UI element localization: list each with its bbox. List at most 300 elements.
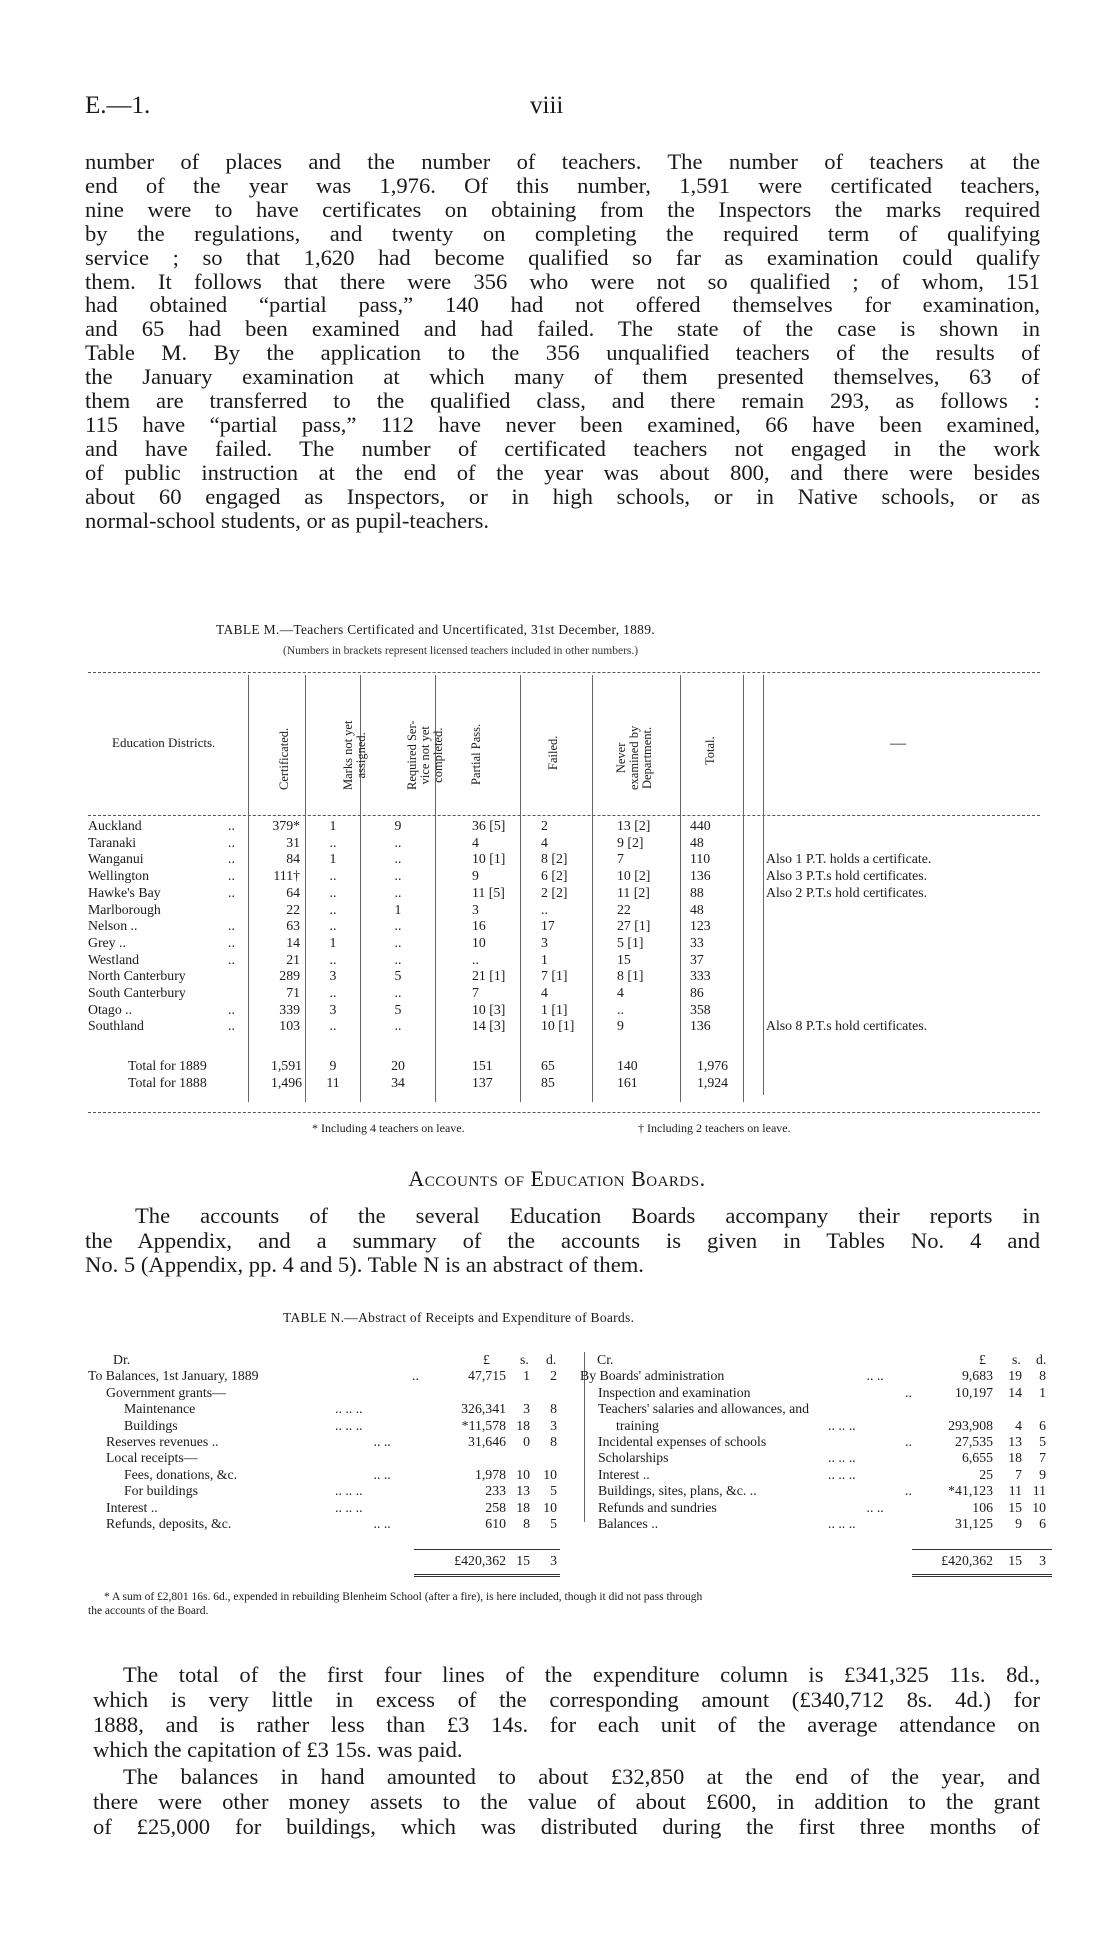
header-required-service-line: Required Ser-	[405, 720, 419, 790]
certificated-value: 84	[286, 851, 300, 867]
never-examined-value: 9	[617, 1018, 624, 1034]
header-required-service	[406, 720, 445, 790]
cr-shillings-value: 7	[1015, 1466, 1022, 1482]
total-partial: 137	[472, 1075, 493, 1090]
dr-shillings-value: 10	[516, 1466, 530, 1482]
district-name: Hawke's Bay	[88, 884, 161, 900]
total-value: 110	[690, 851, 711, 867]
partial-pass-value: ..	[472, 951, 479, 967]
paragraph-line: number of places and the number of teachers. The number of teachers at the	[85, 149, 1040, 174]
dr-total-rule	[414, 1549, 560, 1550]
cr-pounds-value: 25	[979, 1466, 993, 1482]
header-partial-pass	[470, 724, 483, 785]
cr-total-pence: 3	[1039, 1552, 1046, 1568]
required-value: 5	[394, 1001, 402, 1017]
header-certificated	[278, 728, 291, 790]
never-examined-value: 7	[617, 851, 624, 867]
district-name: Marlborough	[88, 901, 161, 917]
intro-paragraph	[85, 150, 1040, 533]
dr-row-label: Reserves revenues ..	[106, 1434, 219, 1449]
total-value: 48	[690, 834, 704, 850]
certificated-value: 289	[279, 968, 300, 984]
cr-shillings-value: 15	[1008, 1499, 1022, 1515]
paragraph-line: them are transferred to the qualified class, and there remain 293, as follows :	[85, 388, 1040, 414]
failed-value: 10 [1]	[541, 1018, 575, 1034]
failed-value: 8 [2]	[541, 851, 568, 867]
dr-pounds-value: *11,578	[461, 1417, 506, 1433]
paragraph-line: had obtained “partial pass,” 140 had not offered themselves for examination,	[85, 292, 1040, 318]
district-name: Westland	[88, 951, 139, 967]
cr-shillings-value: 11	[1008, 1483, 1022, 1499]
partial-pass-value: 11 [5]	[472, 884, 505, 900]
cr-leader-dots: ..	[905, 1434, 912, 1449]
header-total-line: Total.	[703, 736, 717, 765]
dr-row-label: Refunds, deposits, &c.	[106, 1516, 232, 1531]
table-m-subcaption: (Numbers in brackets represent licensed teachers included in other numbers.)	[283, 645, 639, 657]
dr-pence-value: 8	[550, 1434, 557, 1449]
table-m-caption: TABLE M.—Teachers Certificated and Uncertificated, 31st December, 1889.	[216, 622, 655, 637]
certificated-value: 31	[286, 834, 300, 850]
failed-value: 6 [2]	[541, 868, 568, 884]
cr-row-label: Scholarships	[598, 1450, 669, 1466]
partial-pass-value: 7	[472, 985, 479, 1000]
dr-leader-dots: .. ..	[373, 1434, 391, 1449]
dr-pence-value: 3	[550, 1417, 557, 1433]
total-total: 1,976	[697, 1058, 729, 1073]
total-failed: 85	[541, 1075, 555, 1090]
total-value: 136	[690, 1018, 711, 1034]
cr-shillings-value: 13	[1008, 1434, 1022, 1449]
total-marks: 9	[329, 1058, 337, 1073]
table-rule	[88, 672, 1040, 673]
header-never-examined-line: Never	[614, 742, 628, 774]
failed-value: 4	[541, 985, 548, 1000]
cr-leader-dots: .. .. ..	[828, 1466, 856, 1482]
header-education-districts: Education Districts.	[112, 735, 216, 750]
cr-pence-value: 11	[1032, 1483, 1046, 1499]
cr-pounds-value: 9,683	[961, 1368, 993, 1384]
required-value: ..	[394, 918, 402, 934]
required-value: ..	[394, 1018, 402, 1034]
paragraph-line: Table M. By the application to the 356 unqualified teachers of the results of	[85, 340, 1040, 366]
district-name: Auckland	[88, 818, 142, 833]
total-required: 34	[391, 1075, 405, 1090]
dr-pence-value: 5	[550, 1516, 557, 1531]
table-n-footnote-line: the accounts of the Board.	[88, 1605, 209, 1617]
cr-row-label: training	[616, 1417, 659, 1433]
district-name: North Canterbury	[88, 968, 186, 984]
table-rule	[88, 1112, 1040, 1113]
cr-leader-dots: .. ..	[866, 1499, 884, 1515]
cr-pounds-value: 293,908	[948, 1417, 993, 1433]
marks-value: ..	[329, 884, 337, 900]
district-name: Otago ..	[88, 1001, 133, 1017]
cr-row-label: Buildings, sites, plans, &c. ..	[598, 1483, 757, 1499]
header-partial-pass-line: Partial Pass.	[469, 723, 483, 785]
failed-value: 17	[541, 918, 555, 934]
partial-pass-value: 21 [1]	[472, 968, 506, 984]
certificated-value: 103	[279, 1018, 300, 1034]
dr-shillings-value: 3	[523, 1401, 530, 1417]
paragraph-line: by the regulations, and twenty on completing the required term of qualifying	[85, 220, 1040, 246]
partial-pass-value: 10 [3]	[472, 1001, 506, 1017]
required-value: ..	[394, 934, 402, 950]
district-name: Wanganui	[88, 851, 144, 867]
footnote-star: * Including 4 teachers on leave.	[312, 1121, 465, 1135]
dr-shillings-value: 1	[523, 1368, 530, 1384]
leader-dots: ..	[228, 951, 235, 967]
header-required-service-line: vice not yet	[418, 726, 432, 785]
cr-pounds-value: 27,535	[955, 1434, 993, 1449]
total-never: 140	[617, 1058, 638, 1073]
dr-row-label: Fees, donations, &c.	[124, 1466, 238, 1482]
paragraph-line: them. It follows that there were 356 who were not so qualified ; of whom, 151	[85, 268, 1040, 294]
cr-pence-value: 6	[1039, 1516, 1046, 1531]
paragraph-line: 115 have “partial pass,” 112 have never been examined, 66 have been examined,	[85, 411, 1040, 437]
required-value: ..	[394, 868, 402, 884]
dr-pounds-value: 1,978	[474, 1466, 506, 1482]
partial-pass-value: 36 [5]	[472, 818, 506, 833]
header-never-examined-line: Department.	[640, 726, 654, 789]
dr-row-label: Local receipts—	[106, 1450, 198, 1466]
dr-leader-dots: ..	[412, 1368, 419, 1384]
dr-pounds-value: 31,646	[468, 1434, 506, 1449]
table-rule	[88, 815, 1040, 816]
accounts-section-title: Accounts of Education Boards.	[408, 1166, 706, 1191]
dr-pence-value: 10	[543, 1466, 557, 1482]
certificated-value: 379*	[272, 818, 300, 833]
paragraph-line: about 60 engaged as Inspectors, or in high schools, or in Native schools, or as	[85, 483, 1040, 509]
paragraph-line: which the capitation of £3 15s. was paid.	[93, 1737, 463, 1762]
total-value: 48	[690, 901, 704, 917]
paragraph-line: end of the year was 1,976. Of this number, 1,591 were certificated teachers,	[85, 172, 1040, 198]
marks-value: ..	[329, 1018, 337, 1034]
required-value: ..	[394, 851, 402, 867]
dr-row-label: For buildings	[124, 1483, 198, 1499]
never-examined-value: ..	[617, 1001, 624, 1017]
total-value: 33	[690, 934, 704, 950]
leader-dots: ..	[228, 918, 235, 934]
never-examined-value: 5 [1]	[617, 934, 644, 950]
paragraph-line: of £25,000 for buildings, which was distributed during the first three months of	[93, 1814, 1040, 1839]
column-divider	[520, 675, 521, 1102]
dr-shillings-value: 8	[523, 1516, 530, 1531]
required-value: 9	[394, 818, 402, 833]
dr-row-label: Maintenance	[124, 1401, 196, 1417]
certificated-value: 111†	[273, 868, 300, 884]
header-failed	[547, 736, 560, 770]
dr-pounds-value: 258	[485, 1499, 506, 1515]
header-marks-not-assigned	[342, 721, 368, 790]
dr-leader-dots: .. ..	[373, 1466, 391, 1482]
district-name: Grey ..	[88, 934, 126, 950]
cr-leader-dots: .. .. ..	[828, 1450, 856, 1466]
column-divider	[592, 675, 593, 1102]
dr-row-label: To Balances, 1st January, 1889	[88, 1368, 259, 1384]
failed-value: 1	[541, 951, 548, 967]
required-value: 5	[394, 968, 402, 984]
footnote-dagger: † Including 2 teachers on leave.	[638, 1121, 791, 1135]
row-note: Also 3 P.T.s hold certificates.	[766, 868, 928, 884]
marks-value: 3	[329, 1001, 337, 1017]
marks-value: ..	[329, 918, 337, 934]
certificated-value: 339	[279, 1001, 300, 1017]
cr-pounds-value: *41,123	[948, 1483, 993, 1499]
never-examined-value: 8 [1]	[617, 968, 644, 984]
certificated-value: 63	[286, 918, 300, 934]
closing-paragraph-1	[93, 1662, 1040, 1762]
column-divider	[763, 675, 764, 1095]
failed-value: 2	[541, 818, 548, 833]
dr-leader-dots: .. .. ..	[335, 1499, 363, 1515]
header-never-examined-line: examined by	[627, 725, 641, 790]
partial-pass-value: 3	[472, 901, 479, 917]
failed-value: 4	[541, 834, 548, 850]
total-total: 1,924	[697, 1075, 729, 1090]
cr-row-label: Incidental expenses of schools	[598, 1434, 767, 1449]
district-name: Southland	[88, 1018, 144, 1034]
total-required: 20	[391, 1058, 405, 1073]
district-name: Nelson ..	[88, 918, 138, 934]
total-value: 358	[690, 1001, 711, 1017]
cr-pounds-value: 106	[972, 1499, 993, 1515]
total-value: 88	[690, 884, 704, 900]
header-total	[704, 736, 717, 765]
marks-value: ..	[329, 901, 337, 917]
total-row-label: Total for 1889	[128, 1058, 207, 1073]
total-marks: 11	[326, 1075, 340, 1090]
dr-row-label: Interest ..	[106, 1499, 158, 1515]
partial-pass-value: 4	[472, 834, 479, 850]
header-never-examined	[615, 726, 654, 790]
cr-shilling-heading: s.	[1012, 1352, 1021, 1367]
dr-row-label: Government grants—	[106, 1384, 226, 1400]
row-note: Also 2 P.T.s hold certificates.	[766, 884, 928, 900]
partial-pass-value: 9	[472, 868, 479, 884]
district-name: Wellington	[88, 868, 149, 884]
cr-pounds-value: 10,197	[955, 1384, 993, 1400]
paragraph-line: 1888, and is rather less than £3 14s. for each unit of the average attendance on	[93, 1712, 1040, 1737]
closing-paragraph-2	[93, 1764, 1040, 1839]
dr-total-double-rule	[414, 1574, 560, 1577]
never-examined-value: 13 [2]	[617, 818, 651, 833]
dr-shillings-value: 0	[523, 1434, 530, 1449]
total-value: 136	[690, 868, 711, 884]
dr-pence-value: 10	[543, 1499, 557, 1515]
certificated-value: 64	[286, 884, 300, 900]
paragraph-line: there were other money assets to the value of about £600, in addition to the grant	[93, 1789, 1040, 1814]
dr-heading: Dr.	[113, 1352, 131, 1367]
cr-pence-value: 6	[1039, 1417, 1046, 1433]
paragraph-line: the January examination at which many of them presented themselves, 63 of	[85, 364, 1040, 390]
paragraph-line: The total of the first four lines of the expenditure column is £341,325 11s. 8d.,	[123, 1662, 1040, 1687]
paragraph-line: the Appendix, and a summary of the accounts is given in Tables No. 4 and	[85, 1227, 1040, 1253]
dr-pence-value: 2	[550, 1368, 557, 1384]
paragraph-line: No. 5 (Appendix, pp. 4 and 5). Table N is an abstract of them.	[85, 1252, 644, 1277]
cr-shillings-value: 14	[1008, 1384, 1022, 1400]
required-value: ..	[394, 951, 402, 967]
required-value: ..	[394, 985, 402, 1000]
total-partial: 151	[472, 1058, 493, 1073]
district-name: South Canterbury	[88, 985, 186, 1000]
required-value: 1	[394, 901, 402, 917]
certificated-value: 22	[286, 901, 300, 917]
cr-shillings-value: 4	[1015, 1417, 1022, 1433]
never-examined-value: 4	[617, 985, 624, 1000]
paragraph-line: normal-school students, or as pupil-teachers.	[85, 507, 490, 533]
partial-pass-value: 16	[472, 918, 486, 934]
leader-dots: ..	[228, 1018, 235, 1034]
failed-value: 2 [2]	[541, 884, 568, 900]
marks-value: 1	[329, 818, 337, 833]
total-value: 440	[690, 818, 711, 833]
cr-leader-dots: .. ..	[866, 1368, 884, 1384]
cr-row-label: Refunds and sundries	[598, 1499, 717, 1515]
cr-pence-value: 9	[1039, 1466, 1046, 1482]
table-n-footnote-line: * A sum of £2,801 16s. 6d., expended in rebuilding Blenheim School (after a fire), is here included, though it did not pass through	[104, 1591, 703, 1603]
cr-pounds-value: 6,655	[961, 1450, 993, 1466]
row-note: Also 1 P.T. holds a certificate.	[766, 851, 932, 867]
certificated-value: 14	[286, 934, 300, 950]
cr-leader-dots: ..	[905, 1384, 912, 1400]
cr-leader-dots: ..	[905, 1483, 912, 1499]
paragraph-line: service ; so that 1,620 had become qualified so far as examination could qualify	[85, 244, 1040, 270]
dr-total-pence: 3	[550, 1552, 557, 1568]
dr-pence-heading: d.	[546, 1352, 557, 1367]
cr-pence-value: 5	[1039, 1434, 1046, 1449]
paragraph-line: which is very little in excess of the corresponding amount (£340,712 8s. 4d.) for	[93, 1687, 1040, 1712]
row-note: Also 8 P.T.s hold certificates.	[766, 1018, 928, 1034]
header-certificated-line: Certificated.	[277, 727, 291, 790]
dr-pounds-value: 47,715	[468, 1368, 506, 1384]
cr-pence-value: 7	[1039, 1450, 1046, 1466]
cr-shillings-value: 18	[1008, 1450, 1022, 1466]
cr-row-label: By Boards' administration	[580, 1368, 725, 1384]
total-certificated: 1,496	[270, 1075, 302, 1090]
cr-leader-dots: .. .. ..	[828, 1516, 856, 1531]
cr-total-double-rule	[912, 1574, 1052, 1577]
failed-value: 3	[541, 934, 548, 950]
marks-value: 3	[329, 968, 337, 984]
never-examined-value: 27 [1]	[617, 918, 651, 934]
leader-dots: ..	[228, 934, 235, 950]
paragraph-line: and have failed. The number of certificated teachers not engaged in the work	[85, 435, 1040, 461]
column-divider	[743, 675, 744, 1102]
marks-value: ..	[329, 868, 337, 884]
leader-dots: ..	[228, 868, 235, 884]
certificated-value: 21	[286, 951, 300, 967]
dr-row-label: Buildings	[124, 1417, 178, 1433]
cr-pence-heading: d.	[1036, 1352, 1047, 1367]
failed-value: ..	[541, 901, 548, 917]
total-failed: 65	[541, 1058, 555, 1073]
partial-pass-value: 10 [1]	[472, 851, 506, 867]
cr-shillings-value: 9	[1015, 1516, 1022, 1531]
header-remarks: —	[890, 735, 906, 752]
total-row-label: Total for 1888	[128, 1075, 207, 1090]
failed-value: 7 [1]	[541, 968, 568, 984]
cr-row-label: Teachers' salaries and allowances, and	[598, 1401, 810, 1417]
header-marks-not-assigned-line: Marks not yet	[341, 720, 355, 790]
dr-pounds-value: 610	[485, 1516, 506, 1531]
total-value: 37	[690, 951, 704, 967]
cr-pounds-value: 31,125	[955, 1516, 993, 1531]
marks-value: ..	[329, 951, 337, 967]
dr-shillings-value: 13	[516, 1483, 530, 1499]
cr-pence-value: 8	[1039, 1368, 1046, 1384]
dr-leader-dots: .. .. ..	[335, 1417, 363, 1433]
leader-dots: ..	[228, 818, 235, 833]
dr-total-pounds: £420,362	[454, 1552, 506, 1568]
header-failed-line: Failed.	[546, 735, 560, 770]
header-required-service-line: completed.	[431, 727, 445, 783]
dr-shilling-heading: s.	[520, 1352, 529, 1367]
dr-leader-dots: .. .. ..	[335, 1401, 363, 1417]
never-examined-value: 10 [2]	[617, 868, 651, 884]
partial-pass-value: 10	[472, 934, 486, 950]
paragraph-line: of public instruction at the end of the year was about 800, and there were besides	[85, 459, 1040, 485]
dr-pound-heading: £	[483, 1352, 490, 1367]
dr-pounds-value: 233	[485, 1483, 506, 1499]
column-divider	[680, 675, 681, 1102]
district-name: Taranaki	[88, 834, 137, 850]
paragraph-line: The accounts of the several Education Boards accompany their reports in	[135, 1203, 1040, 1228]
cr-shillings-value: 19	[1008, 1368, 1022, 1384]
cr-pound-heading: £	[979, 1352, 986, 1367]
page-number: viii	[530, 92, 564, 119]
paragraph-line: nine were to have certificates on obtaining from the Inspectors the marks required	[85, 196, 1040, 222]
dr-pounds-value: 326,341	[461, 1401, 506, 1417]
leader-dots: ..	[228, 851, 235, 867]
leader-dots: ..	[228, 1001, 235, 1017]
cr-total-shillings: 15	[1008, 1552, 1022, 1568]
certificated-value: 71	[286, 985, 300, 1000]
dr-shillings-value: 18	[516, 1417, 530, 1433]
dr-pence-value: 8	[550, 1401, 557, 1417]
required-value: ..	[394, 834, 402, 850]
leader-dots: ..	[228, 884, 235, 900]
marks-value: ..	[329, 985, 337, 1000]
dr-leader-dots: .. .. ..	[335, 1483, 363, 1499]
partial-pass-value: 14 [3]	[472, 1018, 506, 1034]
marks-value: 1	[329, 934, 337, 950]
cr-heading: Cr.	[597, 1352, 614, 1367]
marks-value: 1	[329, 851, 337, 867]
dr-shillings-value: 18	[516, 1499, 530, 1515]
cr-total-rule	[912, 1549, 1052, 1550]
paragraph-line: and 65 had been examined and had failed. The state of the case is shown in	[85, 316, 1040, 342]
paragraph-line: The balances in hand amounted to about £32,850 at the end of the year, and	[123, 1764, 1040, 1789]
failed-value: 1 [1]	[541, 1001, 568, 1017]
total-value: 123	[690, 918, 711, 934]
total-certificated: 1,591	[270, 1058, 302, 1073]
table-n-caption: TABLE N.—Abstract of Receipts and Expenditure of Boards.	[283, 1310, 635, 1325]
total-value: 86	[690, 985, 704, 1000]
header-marks-not-assigned-line: assigned.	[354, 732, 368, 779]
cr-total-pounds: £420,362	[941, 1552, 993, 1568]
never-examined-value: 15	[617, 951, 631, 967]
cr-row-label: Balances ..	[598, 1516, 659, 1531]
dr-total-shillings: 15	[516, 1552, 530, 1568]
never-examined-value: 22	[617, 901, 631, 917]
document-reference: E.—1.	[85, 92, 151, 119]
never-examined-value: 9 [2]	[617, 834, 644, 850]
cr-pence-value: 10	[1032, 1499, 1046, 1515]
never-examined-value: 11 [2]	[617, 884, 650, 900]
total-value: 333	[690, 968, 711, 984]
accounts-paragraph	[85, 1204, 1040, 1278]
cr-row-label: Inspection and examination	[598, 1384, 751, 1400]
